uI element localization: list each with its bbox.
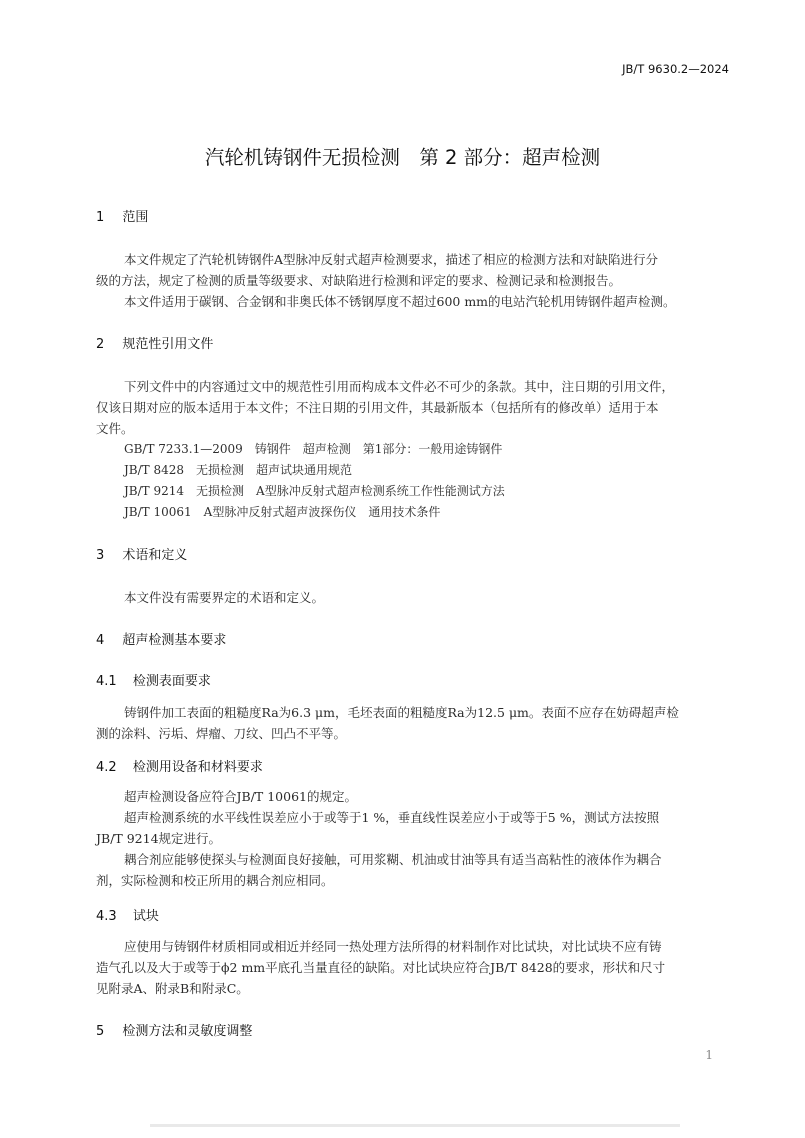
paragraph-line: 仅该日期对应的版本适用于本文件；不注日期的引用文件，其最新版本（包括所有的修改单）适用于本 bbox=[96, 400, 659, 415]
document-code: JB/T 9630.2—2024 bbox=[622, 62, 729, 76]
reference-item: JB/T 9214 无损检测 A型脉冲反射式超声检测系统工作性能测试方法 bbox=[124, 484, 505, 498]
paragraph-line: 本文件适用于碳钢、合金钢和非奥氏体不锈钢厚度不超过600 mm的电站汽轮机用铸钢件超声检测。 bbox=[124, 294, 676, 309]
page-number: 1 bbox=[705, 1048, 713, 1062]
section-3-heading bbox=[96, 544, 187, 563]
paragraph-line: 级的方法，规定了检测的质量等级要求、对缺陷进行检测和评定的要求、检测记录和检测报告。 bbox=[96, 273, 622, 288]
section-2-heading bbox=[96, 333, 213, 352]
section-number: 4.3 bbox=[96, 909, 117, 924]
section-number: 4 bbox=[96, 633, 105, 648]
section-number: 2 bbox=[96, 337, 105, 352]
paragraph-line: 造气孔以及大于或等于ϕ2 mm平底孔当量直径的缺陷。对比试块应符合JB/T 8428的要求，形状和尺寸 bbox=[96, 960, 666, 975]
paragraph-line: 下列文件中的内容通过文中的规范性引用而构成本文件必不可少的条款。其中，注日期的引用文件， bbox=[124, 379, 675, 394]
paragraph-line: 铸钢件加工表面的粗糙度Ra为6.3 μm，毛坯表面的粗糙度Ra为12.5 μm。表面不应存在妨碍超声检 bbox=[124, 705, 679, 720]
paragraph-line: 应使用与铸钢件材质相同或相近并经同一热处理方法所得的材料制作对比试块，对比试块不应有铸 bbox=[124, 939, 662, 954]
document-title: 汽轮机铸钢件无损检测 第 2 部分：超声检测 bbox=[204, 146, 601, 169]
section-number: 4.1 bbox=[96, 674, 117, 689]
subsection-4-1-heading bbox=[96, 670, 211, 689]
section-1-heading bbox=[96, 206, 148, 225]
section-title: 规范性引用文件 bbox=[122, 337, 214, 352]
section-title: 术语和定义 bbox=[122, 548, 188, 563]
section-title: 检测方法和灵敏度调整 bbox=[122, 1024, 253, 1039]
section-4-heading bbox=[96, 629, 226, 648]
section-title: 范围 bbox=[122, 210, 149, 225]
section-number: 5 bbox=[96, 1024, 105, 1039]
paragraph-line: 文件。 bbox=[96, 421, 134, 436]
section-number: 3 bbox=[96, 548, 105, 563]
paragraph-line: 测的涂料、污垢、焊瘤、刀纹、凹凸不平等。 bbox=[96, 726, 347, 741]
reference-item: GB/T 7233.1—2009 铸钢件 超声检测 第1部分：一般用途铸钢件 bbox=[124, 442, 503, 456]
section-5-heading bbox=[96, 1020, 252, 1039]
paragraph-line: 超声检测系统的水平线性误差应小于或等于1 %，垂直线性误差应小于或等于5 %，测试方法按照 bbox=[124, 810, 660, 825]
reference-item: JB/T 8428 无损检测 超声试块通用规范 bbox=[124, 463, 353, 477]
section-title: 超声检测基本要求 bbox=[122, 633, 227, 648]
section-number: 4.2 bbox=[96, 760, 117, 775]
section-title: 试块 bbox=[132, 909, 159, 924]
section-number: 1 bbox=[96, 210, 105, 225]
subsection-4-2-heading bbox=[96, 756, 263, 775]
paragraph-line: 本文件没有需要界定的术语和定义。 bbox=[124, 590, 325, 605]
section-title: 检测用设备和材料要求 bbox=[132, 760, 263, 775]
paragraph-line: 本文件规定了汽轮机铸钢件A型脉冲反射式超声检测要求，描述了相应的检测方法和对缺陷进行分 bbox=[124, 252, 659, 267]
reference-item: JB/T 10061 A型脉冲反射式超声波探伤仪 通用技术条件 bbox=[124, 505, 441, 519]
subsection-4-3-heading bbox=[96, 905, 159, 924]
paragraph-line: JB/T 9214规定进行。 bbox=[96, 831, 222, 846]
paragraph-line: 耦合剂应能够使探头与检测面良好接触，可用浆糊、机油或甘油等具有适当高粘性的液体作为耦合 bbox=[124, 852, 662, 867]
paragraph-line: 超声检测设备应符合JB/T 10061的规定。 bbox=[124, 789, 357, 804]
paragraph-line: 见附录A、附录B和附录C。 bbox=[96, 981, 249, 996]
section-title: 检测表面要求 bbox=[132, 674, 211, 689]
paragraph-line: 剂，实际检测和校正所用的耦合剂应相同。 bbox=[96, 873, 334, 888]
footer-divider bbox=[150, 1124, 680, 1127]
